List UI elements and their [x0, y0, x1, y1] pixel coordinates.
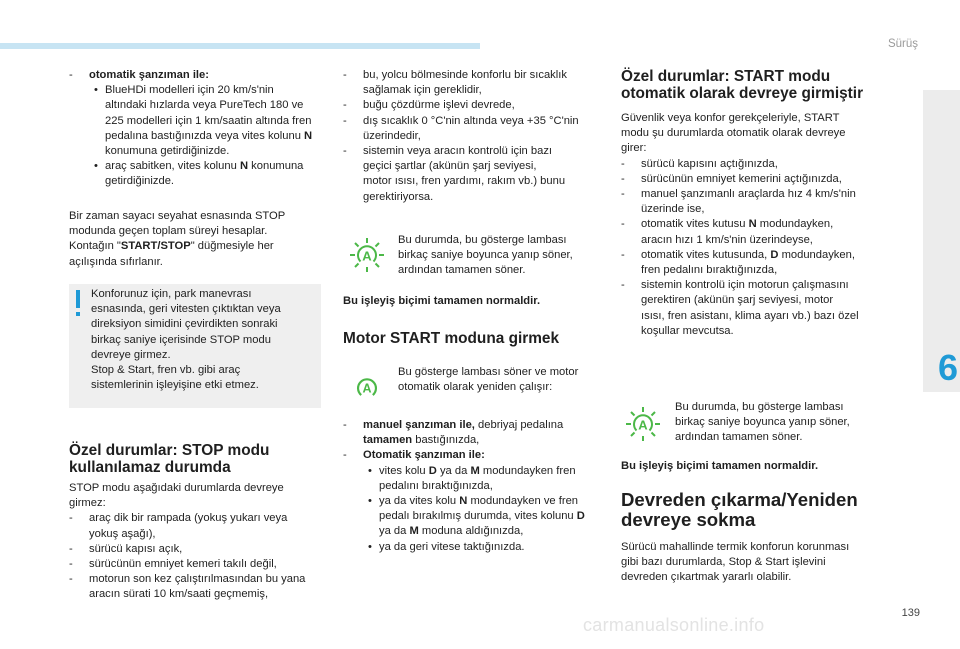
chapter-number: 6 — [938, 347, 959, 388]
auto-gearbox-title: otomatik şanzıman ile: — [89, 69, 209, 81]
info-text: Konforunuz için, park manevrası esnasında, geri vitesten çıktıktan veya direksiyon simidini çevirdikten sonraki birkaç saniye içerisinde STOP modu devreye girmez. Stop & Start, fren vb. gibi araç sistemlerinin işleyişine etki etmez. — [91, 288, 281, 392]
normal-note: Bu işleyiş biçimi tamamen normaldir. — [343, 295, 541, 307]
normal-note-2: Bu işleyiş biçimi tamamen normaldir. — [621, 460, 819, 472]
eco-lamp-icon — [350, 370, 384, 409]
stop-unavailable-heading: Özel durumlar: STOP modu kullanılamaz durumda — [69, 442, 270, 476]
start-conditions-list: - manuel şanzıman ile, debriyaj pedalına tamamen bastığınızda, - Otomatik şanzıman ile: • vites kolu D ya da M modundayken fren pedalını bıraktığınızda, • ya da vites kolu N modundayken ve fren pedalı bırakılmış durumda, vites kolunu D ya da M moduna aldığınızda, • ya da geri vitese taktığınızda. — [343, 419, 585, 553]
deactivation-heading: Devreden çıkarma/Yeniden devreye sokma — [621, 489, 858, 530]
lamp-flashing-text-2: Bu durumda, bu gösterge lambası birkaç saniye boyunca yanıp söner, ardından tamamen söner. — [675, 401, 850, 444]
page-number: 139 — [901, 607, 920, 619]
lamp-off-text: Bu gösterge lambası söner ve motor otomatik olarak yeniden çalışır: — [398, 366, 579, 394]
svg-text:A: A — [638, 417, 648, 433]
header-accent-bar — [0, 43, 480, 49]
conditions-list: - bu, yolcu bölmesinde konforlu bir sıcaklık sağlamak için gereklidir, - buğu çözdürme işlevi devrede, - dış sıcaklık 0 °C'nin altında veya +35 °C'nin üzerindedir, - sistemin veya aracın kontrolü için bazı geçici şartlar (akünün şarj seviyesi, motor ısısı, fren yardımı, rakım vb.) bunu gerektiriyorsa. — [343, 69, 579, 203]
start-auto-list: Güvenlik veya konfor gerekçeleriyle, START modu şu durumlarda otomatik olarak devreye girer: - sürücü kapısını açtığınızda, - sürücünün emniyet kemerini açtığınızda, - manuel şanzımanlı araçlarda hız 4 km/s'nin üzerinde ise, - otomatik vites kutusu N modundayken, aracın hızı 1 km/s'nin üzerindeyse, - otomatik vites kutusunda, D modundayken, fren pedalını bıraktığınızda, - sistemin kontrolü için motorun çalışmasını gerektiren (akünün şarj seviyesi, motor ısısı, fren asistanı, klima ayarı vb.) bazı özel koşullar mevcutsa. — [621, 112, 859, 337]
section-title: Sürüş — [887, 38, 918, 50]
svg-text:A: A — [362, 381, 372, 396]
eco-lamp-flashing-icon-2 — [624, 405, 662, 448]
watermark: carmanualsonline.info — [583, 615, 765, 635]
svg-text:A: A — [362, 248, 372, 264]
deactivation-paragraph: Sürücü mahallinde termik konforun korunması gibi bazı durumlarda, Stop & Start işlevini devreden çıkartmak yararlı olabilir. — [621, 541, 850, 584]
stop-unavailable-list: STOP modu aşağıdaki durumlarda devreye girmez: - araç dik bir rampada (yokuş yukarı veya yokuş aşağı), - sürücü kapısı açık, - sürücünün emniyet kemeri takılı değil, - motorun son kez çalıştırılmasından bu yana aracın sürati 10 km/saati geçmemiş, — [69, 482, 306, 601]
eco-lamp-flashing-icon — [348, 236, 386, 279]
lamp-flashing-text: Bu durumda, bu gösterge lambası birkaç saniye boyunca yanıp söner, ardından tamamen söner. — [398, 234, 573, 277]
timer-paragraph: Bir zaman sayacı seyahat esnasında STOP modunda geçen toplam süreyi hesaplar. Kontağın "START/STOP" düğmesiyle her açılışında sıfırlanır. — [69, 210, 286, 268]
info-box — [69, 284, 321, 408]
auto-gearbox-block: - otomatik şanzıman ile: • BlueHDi modelleri için 20 km/s'nin altındaki hızlarda veya PureTech 180 ve 225 modelleri için 1 km/saatin altında fren pedalına bastığınızda veya vites kolunu N konumuna getirdiğinizde. • araç sabitken, vites kolunu N konumuna getirdiğinizde. — [69, 69, 313, 188]
start-auto-heading: Özel durumlar: START modu otomatik olarak devreye girmiştir — [621, 68, 864, 102]
motor-start-heading: Motor START moduna girmek — [343, 330, 560, 347]
info-icon — [76, 290, 80, 308]
